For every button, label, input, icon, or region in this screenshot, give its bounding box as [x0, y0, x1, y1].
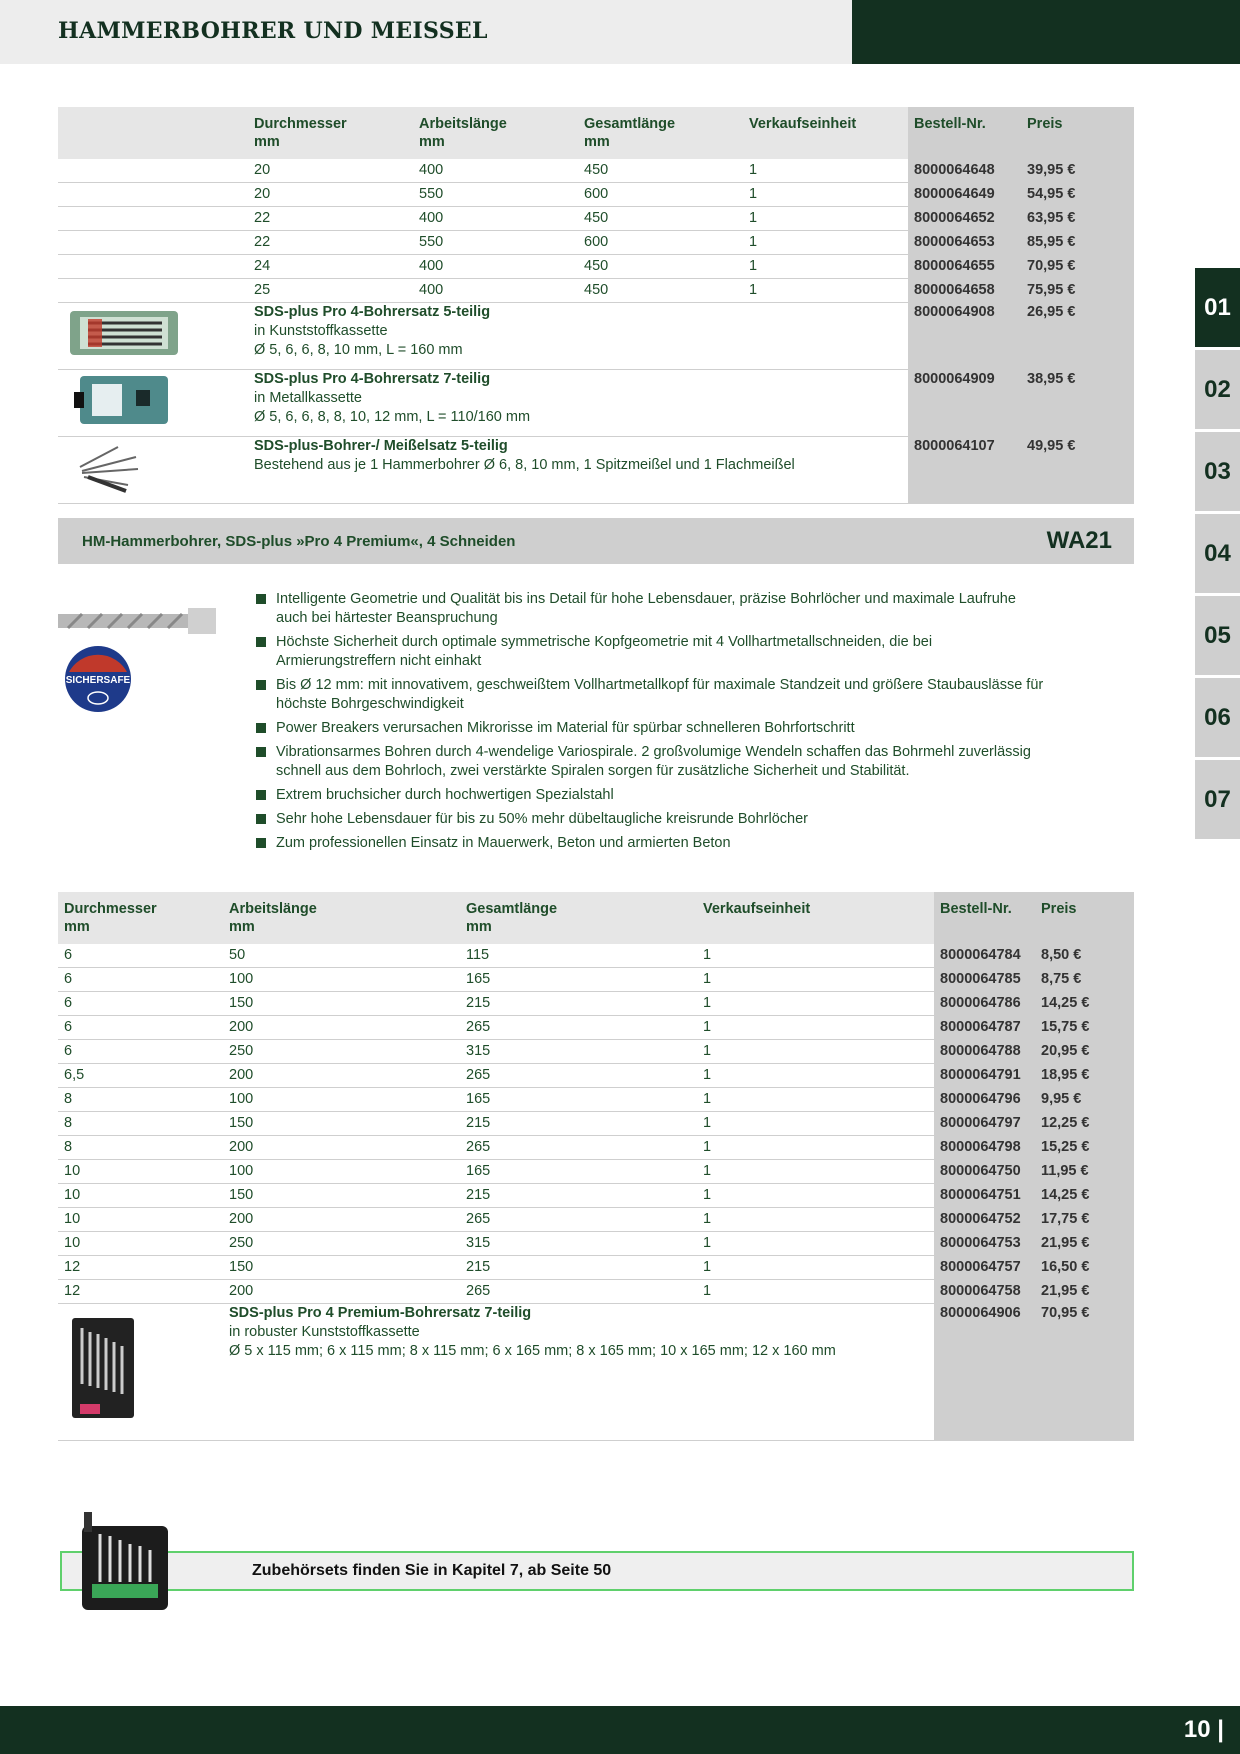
cell-verkaufseinheit: 1 [743, 207, 908, 231]
order-number: 8000064649 [908, 183, 1021, 207]
set-description: in Kunststoffkassette [254, 323, 388, 339]
cell-durchmesser: 12 [58, 1256, 223, 1280]
cell-gesamtlaenge: 265 [460, 1136, 697, 1160]
cell-arbeitslaenge: 150 [223, 1256, 460, 1280]
chapter-tab-03[interactable]: 03 [1195, 432, 1240, 511]
set-dimensions: Ø 5 x 115 mm; 6 x 115 mm; 8 x 115 mm; 6 x 165 mm; 8 x 165 mm; 10 x 165 mm; 12 x 160 mm [229, 1343, 836, 1359]
price: 75,95 € [1021, 279, 1134, 303]
order-number: 8000064791 [934, 1064, 1035, 1088]
table-row [58, 1136, 1134, 1160]
chapter-tab-04[interactable]: 04 [1195, 514, 1240, 593]
header-durchmesser: Durchmesser mm [254, 116, 347, 150]
cell-durchmesser: 10 [58, 1184, 223, 1208]
chapter-tab-02[interactable]: 02 [1195, 350, 1240, 429]
order-number: 8000064788 [934, 1040, 1035, 1064]
bullet-square-icon [256, 790, 266, 800]
cell-durchmesser: 10 [58, 1160, 223, 1184]
order-number: 8000064757 [934, 1256, 1035, 1280]
cell-verkaufseinheit: 1 [743, 159, 908, 183]
price: 8,50 € [1035, 944, 1134, 968]
premium-drill-case-image [58, 1304, 223, 1432]
cell-arbeitslaenge: 100 [223, 1160, 460, 1184]
cell-durchmesser: 22 [248, 207, 413, 231]
cell-verkaufseinheit: 1 [697, 1088, 934, 1112]
hammer-drill-image [58, 600, 220, 640]
accessory-info-box [60, 1551, 1134, 1591]
feature-text: Power Breakers verursachen Mikrorisse im Material für spürbar schnelleren Bohrfortschritt [276, 720, 855, 736]
feature-item [256, 719, 1046, 738]
cell-gesamtlaenge: 215 [460, 1256, 697, 1280]
cell-gesamtlaenge: 215 [460, 992, 697, 1016]
cell-gesamtlaenge: 450 [578, 279, 743, 303]
cell-verkaufseinheit: 1 [697, 944, 934, 968]
cell-verkaufseinheit: 1 [697, 1184, 934, 1208]
cell-arbeitslaenge: 200 [223, 1136, 460, 1160]
table-row [58, 1040, 1134, 1064]
price: 54,95 € [1021, 183, 1134, 207]
feature-text: Vibrationsarmes Bohren durch 4-wendelige Variospirale. 2 großvolumige Wendeln schaffen das Bohrmehl zuverlässig schnell aus dem Bohrloch, zwei verstärkte Spiralen sorgen für zusätzliche Sicherheit und Stabilität. [276, 744, 1031, 779]
cell-verkaufseinheit: 1 [697, 1016, 934, 1040]
cell-gesamtlaenge: 315 [460, 1232, 697, 1256]
price: 12,25 € [1035, 1112, 1134, 1136]
cell-arbeitslaenge: 200 [223, 1280, 460, 1304]
cell-durchmesser: 6,5 [58, 1064, 223, 1088]
set-description: Bestehend aus je 1 Hammerbohrer Ø 6, 8, 10 mm, 1 Spitzmeißel und 1 Flachmeißel [254, 457, 795, 473]
price: 16,50 € [1035, 1256, 1134, 1280]
cell-arbeitslaenge: 400 [413, 207, 578, 231]
bullet-square-icon [256, 594, 266, 604]
price: 8,75 € [1035, 968, 1134, 992]
cell-arbeitslaenge: 150 [223, 992, 460, 1016]
svg-text:SICHERSAFE: SICHERSAFE [65, 675, 131, 686]
price: 11,95 € [1035, 1160, 1134, 1184]
cell-durchmesser: 6 [58, 944, 223, 968]
price: 70,95 € [1035, 1304, 1134, 1441]
table-row [58, 1232, 1134, 1256]
set-title: SDS-plus Pro 4 Premium-Bohrersatz 7-teilig [229, 1305, 532, 1321]
feature-item [256, 590, 1046, 628]
feature-text: Sehr hohe Lebensdauer für bis zu 50% mehr dübeltaugliche kreisrunde Bohrlöcher [276, 811, 808, 827]
feature-item [256, 834, 1046, 853]
price: 20,95 € [1035, 1040, 1134, 1064]
cell-gesamtlaenge: 450 [578, 255, 743, 279]
price: 14,25 € [1035, 992, 1134, 1016]
cell-arbeitslaenge: 150 [223, 1184, 460, 1208]
set-row [58, 370, 1134, 437]
feature-text: Intelligente Geometrie und Qualität bis ins Detail für hohe Lebensdauer, präzise Bohrlöcher und maximale Laufruhe auch bei härtester Beanspruchung [276, 591, 1016, 626]
cell-durchmesser: 10 [58, 1232, 223, 1256]
empty-cell [58, 159, 248, 183]
header-gesamtlaenge: Gesamtlänge mm [466, 901, 558, 935]
cell-durchmesser: 25 [248, 279, 413, 303]
drill-set-case-image [58, 303, 248, 361]
set-row [58, 1304, 1134, 1441]
cell-verkaufseinheit: 1 [697, 968, 934, 992]
set-dimensions: Ø 5, 6, 6, 8, 10 mm, L = 160 mm [254, 342, 463, 358]
cell-verkaufseinheit: 1 [743, 279, 908, 303]
table-row [58, 944, 1134, 968]
cell-gesamtlaenge: 265 [460, 1064, 697, 1088]
cell-gesamtlaenge: 265 [460, 1208, 697, 1232]
set-description: in robuster Kunststoffkassette [229, 1324, 420, 1340]
section-code: WA21 [1046, 527, 1112, 554]
cell-arbeitslaenge: 400 [413, 255, 578, 279]
set-image [58, 437, 248, 504]
price: 15,25 € [1035, 1136, 1134, 1160]
header-verkaufseinheit: Verkaufseinheit [749, 116, 857, 132]
table-row [58, 968, 1134, 992]
header-verkaufseinheit: Verkaufseinheit [703, 901, 811, 917]
chapter-tab-05[interactable]: 05 [1195, 596, 1240, 675]
cell-durchmesser: 24 [248, 255, 413, 279]
table-row [58, 1064, 1134, 1088]
cell-gesamtlaenge: 165 [460, 968, 697, 992]
cell-gesamtlaenge: 600 [578, 183, 743, 207]
cell-durchmesser: 12 [58, 1280, 223, 1304]
table-row [58, 1280, 1134, 1304]
metal-case-image [58, 370, 248, 428]
cell-verkaufseinheit: 1 [697, 1280, 934, 1304]
cell-verkaufseinheit: 1 [697, 1064, 934, 1088]
cell-gesamtlaenge: 115 [460, 944, 697, 968]
cell-durchmesser: 6 [58, 992, 223, 1016]
empty-cell [58, 183, 248, 207]
price: 38,95 € [1021, 370, 1134, 437]
cell-verkaufseinheit: 1 [743, 231, 908, 255]
cell-verkaufseinheit: 1 [743, 183, 908, 207]
order-number: 8000064751 [934, 1184, 1035, 1208]
table-row [58, 159, 1134, 183]
order-number: 8000064908 [908, 303, 1021, 370]
drill-chisel-set-image [58, 437, 248, 495]
cell-durchmesser: 8 [58, 1136, 223, 1160]
chapter-tab-01[interactable]: 01 [1195, 268, 1240, 347]
empty-cell [58, 255, 248, 279]
set-image [58, 1304, 223, 1441]
cell-arbeitslaenge: 550 [413, 183, 578, 207]
set-title: SDS-plus Pro 4-Bohrersatz 5-teilig [254, 304, 491, 320]
order-number: 8000064784 [934, 944, 1035, 968]
cell-durchmesser: 6 [58, 968, 223, 992]
header-gesamtlaenge: Gesamtlänge mm [584, 116, 676, 150]
price: 21,95 € [1035, 1280, 1134, 1304]
order-number: 8000064796 [934, 1088, 1035, 1112]
cell-arbeitslaenge: 100 [223, 1088, 460, 1112]
cell-verkaufseinheit: 1 [697, 992, 934, 1016]
cell-durchmesser: 6 [58, 1016, 223, 1040]
cell-gesamtlaenge: 165 [460, 1160, 697, 1184]
cell-arbeitslaenge: 250 [223, 1040, 460, 1064]
cell-verkaufseinheit: 1 [697, 1256, 934, 1280]
price: 14,25 € [1035, 1184, 1134, 1208]
order-number: 8000064785 [934, 968, 1035, 992]
set-title: SDS-plus-Bohrer-/ Meißelsatz 5-teilig [254, 438, 508, 454]
cell-gesamtlaenge: 265 [460, 1016, 697, 1040]
order-number: 8000064753 [934, 1232, 1035, 1256]
chapter-tab-06[interactable]: 06 [1195, 678, 1240, 757]
order-number: 8000064758 [934, 1280, 1035, 1304]
order-number: 8000064786 [934, 992, 1035, 1016]
set-dimensions: Ø 5, 6, 6, 8, 8, 10, 12 mm, L = 110/160 mm [254, 409, 531, 425]
cell-arbeitslaenge: 100 [223, 968, 460, 992]
price: 21,95 € [1035, 1232, 1134, 1256]
cell-arbeitslaenge: 150 [223, 1112, 460, 1136]
product-table-2 [58, 892, 1134, 1441]
cell-gesamtlaenge: 450 [578, 207, 743, 231]
table-row [58, 1112, 1134, 1136]
header-bestell-nr: Bestell-Nr. [934, 892, 1035, 944]
cell-arbeitslaenge: 550 [413, 231, 578, 255]
order-number: 8000064797 [934, 1112, 1035, 1136]
empty-cell [58, 207, 248, 231]
footer-bar [0, 1706, 1240, 1754]
table-row [58, 1160, 1134, 1184]
cell-durchmesser: 10 [58, 1208, 223, 1232]
price: 9,95 € [1035, 1088, 1134, 1112]
feature-text: Bis Ø 12 mm: mit innovativem, geschweißtem Vollhartmetallkopf für maximale Standzeit und größere Staubauslässe für höchste Bohrgeschwindigkeit [276, 677, 1044, 712]
table-row [58, 183, 1134, 207]
table-row [58, 255, 1134, 279]
cell-durchmesser: 20 [248, 183, 413, 207]
order-number: 8000064798 [934, 1136, 1035, 1160]
feature-text: Zum professionellen Einsatz in Mauerwerk, Beton und armierten Beton [276, 835, 731, 851]
page-title: HAMMERBOHRER UND MEISSEL [58, 18, 488, 44]
table-row [58, 207, 1134, 231]
order-number: 8000064752 [934, 1208, 1035, 1232]
feature-text: Extrem bruchsicher durch hochwertigen Spezialstahl [276, 787, 614, 803]
cell-verkaufseinheit: 1 [743, 255, 908, 279]
cell-durchmesser: 8 [58, 1088, 223, 1112]
table-row [58, 1184, 1134, 1208]
table-row [58, 1208, 1134, 1232]
page-number: 10 | [1183, 1716, 1224, 1743]
cell-gesamtlaenge: 265 [460, 1280, 697, 1304]
bullet-square-icon [256, 814, 266, 824]
cell-verkaufseinheit: 1 [697, 1112, 934, 1136]
bullet-square-icon [256, 637, 266, 647]
feature-item [256, 633, 1046, 671]
sichersafe-badge-icon [64, 644, 134, 714]
set-row [58, 303, 1134, 370]
order-number: 8000064652 [908, 207, 1021, 231]
bullet-square-icon [256, 680, 266, 690]
set-title: SDS-plus Pro 4-Bohrersatz 7-teilig [254, 371, 491, 387]
table-row [58, 1256, 1134, 1280]
feature-item [256, 810, 1046, 829]
cell-verkaufseinheit: 1 [697, 1136, 934, 1160]
feature-item [256, 676, 1046, 714]
table-header [58, 107, 1134, 159]
cell-gesamtlaenge: 600 [578, 231, 743, 255]
cell-arbeitslaenge: 400 [413, 159, 578, 183]
cell-durchmesser: 6 [58, 1040, 223, 1064]
empty-cell [58, 279, 248, 303]
cell-arbeitslaenge: 200 [223, 1016, 460, 1040]
price: 15,75 € [1035, 1016, 1134, 1040]
cell-verkaufseinheit: 1 [697, 1160, 934, 1184]
order-number: 8000064658 [908, 279, 1021, 303]
header-preis: Preis [1021, 107, 1134, 159]
cell-durchmesser: 8 [58, 1112, 223, 1136]
order-number: 8000064906 [934, 1304, 1035, 1441]
price: 63,95 € [1021, 207, 1134, 231]
product-table-1 [58, 107, 1134, 504]
price: 17,75 € [1035, 1208, 1134, 1232]
table-row [58, 1016, 1134, 1040]
header-durchmesser: Durchmesser mm [64, 901, 157, 935]
header-image-col [58, 107, 248, 159]
set-description: in Metallkassette [254, 390, 362, 406]
set-row [58, 437, 1134, 504]
order-number: 8000064750 [934, 1160, 1035, 1184]
section-header [58, 518, 1134, 564]
order-number: 8000064655 [908, 255, 1021, 279]
bullet-square-icon [256, 747, 266, 757]
table-header [58, 892, 1134, 944]
order-number: 8000064653 [908, 231, 1021, 255]
header-arbeitslaenge: Arbeitslänge mm [419, 116, 507, 150]
header-arbeitslaenge: Arbeitslänge mm [229, 901, 317, 935]
feature-item [256, 786, 1046, 805]
empty-cell [58, 231, 248, 255]
cell-gesamtlaenge: 315 [460, 1040, 697, 1064]
table-row [58, 231, 1134, 255]
set-image [58, 303, 248, 370]
bullet-square-icon [256, 838, 266, 848]
cell-gesamtlaenge: 165 [460, 1088, 697, 1112]
accessory-set-image [78, 1512, 172, 1614]
price: 39,95 € [1021, 159, 1134, 183]
cell-verkaufseinheit: 1 [697, 1040, 934, 1064]
cell-arbeitslaenge: 200 [223, 1064, 460, 1088]
order-number: 8000064909 [908, 370, 1021, 437]
header-preis: Preis [1035, 892, 1134, 944]
info-text: Zubehörsets finden Sie in Kapitel 7, ab Seite 50 [252, 1562, 612, 1579]
table-row [58, 279, 1134, 303]
cell-gesamtlaenge: 215 [460, 1112, 697, 1136]
cell-durchmesser: 20 [248, 159, 413, 183]
feature-list [256, 590, 1046, 858]
cell-verkaufseinheit: 1 [697, 1232, 934, 1256]
cell-arbeitslaenge: 200 [223, 1208, 460, 1232]
cell-arbeitslaenge: 400 [413, 279, 578, 303]
header-accent [852, 0, 1240, 64]
bullet-square-icon [256, 723, 266, 733]
feature-item [256, 743, 1046, 781]
price: 85,95 € [1021, 231, 1134, 255]
price: 70,95 € [1021, 255, 1134, 279]
cell-verkaufseinheit: 1 [697, 1208, 934, 1232]
cell-gesamtlaenge: 450 [578, 159, 743, 183]
header-bestell-nr: Bestell-Nr. [908, 107, 1021, 159]
cell-arbeitslaenge: 50 [223, 944, 460, 968]
price: 49,95 € [1021, 437, 1134, 504]
set-image [58, 370, 248, 437]
table-row [58, 992, 1134, 1016]
order-number: 8000064648 [908, 159, 1021, 183]
chapter-tab-07[interactable]: 07 [1195, 760, 1240, 839]
order-number: 8000064107 [908, 437, 1021, 504]
price: 18,95 € [1035, 1064, 1134, 1088]
cell-arbeitslaenge: 250 [223, 1232, 460, 1256]
order-number: 8000064787 [934, 1016, 1035, 1040]
cell-gesamtlaenge: 215 [460, 1184, 697, 1208]
table-row [58, 1088, 1134, 1112]
cell-durchmesser: 22 [248, 231, 413, 255]
price: 26,95 € [1021, 303, 1134, 370]
section-title: HM-Hammerbohrer, SDS-plus »Pro 4 Premium«, 4 Schneiden [82, 533, 516, 550]
feature-text: Höchste Sicherheit durch optimale symmetrische Kopfgeometrie mit 4 Vollhartmetallschneiden, die bei Armierungstreffern nicht einhakt [276, 634, 933, 669]
